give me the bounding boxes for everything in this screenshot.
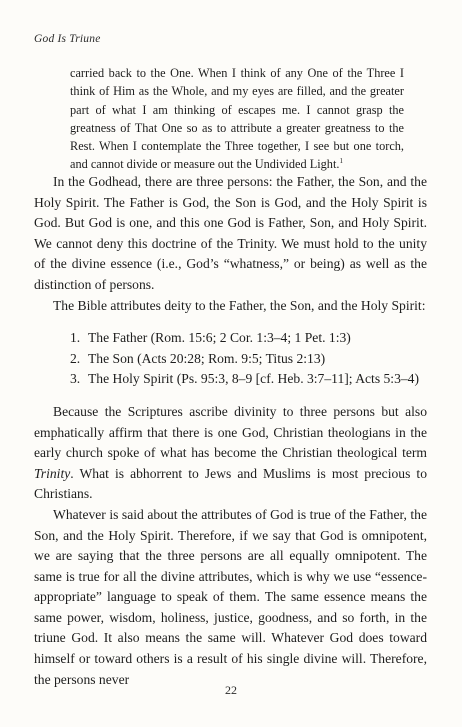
block-quote: [70, 64, 404, 174]
list-item: [70, 349, 427, 370]
deity-list: [34, 328, 427, 390]
list-item-text: The Son (Acts 20:28; Rom. 9:5; Titus 2:13): [88, 350, 326, 366]
footnote-marker: 1: [339, 157, 343, 166]
paragraph-text: . What is abhorrent to Jews and Muslims is most precious to Christians.: [34, 465, 427, 502]
emphasis-trinity: Trinity: [34, 465, 71, 481]
page-number: 22: [225, 683, 237, 697]
body-text: [34, 172, 427, 690]
paragraph-deity-intro: The Bible attributes deity to the Father, the Son, and the Holy Spirit:: [53, 297, 426, 313]
paragraph-trinity-intro: In the Godhead, there are three persons: the Father, the Son, and the Holy Spirit. The Father is God, the Son is God, and the Holy Spirit is God. But God is one, and this one God is Father, Son, and Holy Spirit. We cannot deny this doctrine of the Trinity. We must hold to the unity of the divine essence (i.e., God’s “whatness,” or being) as well as the distinction of persons.: [34, 174, 427, 292]
paragraph-attributes: Whatever is said about the attributes of God is true of the Father, the Son, and the Holy Spirit. Therefore, if we say that God is omnipotent, we are saying that the three persons are all equally omnipotent. The same is true for all the divine attributes, which is why we use “essence-appropriate” language to speak of them. The same essence means the same power, wisdom, holiness, justice, goodness, and so forth, in the triune God. It also means the same will. Whatever God does toward himself or toward others is a result of his single divine will. Therefore, the persons never: [34, 506, 427, 687]
paragraph-text: Because the Scriptures ascribe divinity to three persons but also emphatically affirm that there is one God, Christian theologians in the early church spoke of what has become the Christian theological term: [34, 403, 427, 461]
paragraph-trinity-term: [34, 402, 427, 505]
list-item: [70, 328, 427, 349]
list-item: [70, 369, 427, 390]
block-quote-text: carried back to the One. When I think of any One of the Three I think of Him as the Whole, and my eyes are filled, and the greater part of what I am thinking of escapes me. I cannot grasp the greatness of That One so as to attribute a greater greatness to the Rest. When I contemplate the Three together, I see but one torch, and cannot divide or measure out the Undivided Light.: [70, 66, 404, 172]
list-item-number: 2.: [70, 350, 81, 366]
running-head: God Is Triune: [34, 33, 101, 45]
list-item-text: The Holy Spirit (Ps. 95:3, 8–9 [cf. Heb. 3:7–11]; Acts 5:3–4): [88, 371, 420, 387]
list-item-number: 3.: [70, 371, 81, 387]
list-item-text: The Father (Rom. 15:6; 2 Cor. 1:3–4; 1 Pet. 1:3): [88, 330, 351, 346]
list-item-number: 1.: [70, 330, 81, 346]
